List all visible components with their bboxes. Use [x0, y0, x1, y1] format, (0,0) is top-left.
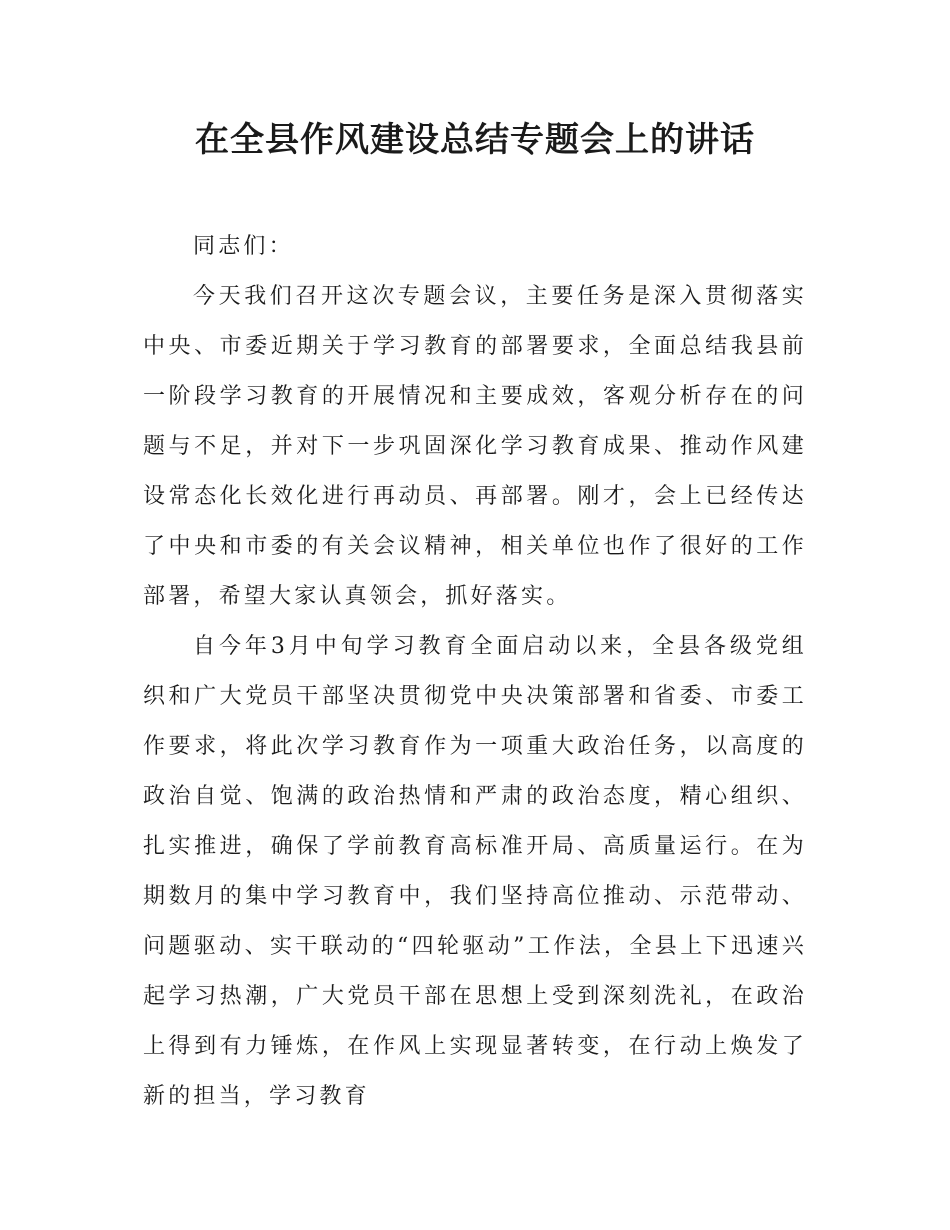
paragraph-2: 自今年3月中旬学习教育全面启动以来，全县各级党组织和广大党员干部坚决贯彻党中央决策部署和省委、市委工作要求，将此次学习教育作为一项重大政治任务，以高度的政治自觉、饱满的政治热情和严肃的政治态度，精心组织、扎实推进，确保了学前教育高标准开局、高质量运行。在为期数月的集中学习教育中，我们坚持高位推动、示范带动、问题驱动、实干联动的“四轮驱动”工作法，全县上下迅速兴起学习热潮，广大党员干部在思想上受到深刻洗礼，在政治上得到有力锤炼，在作风上实现显著转变，在行动上焕发了新的担当，学习教育 — [143, 634, 807, 1109]
document-title: 在全县作风建设总结专题会上的讲话 — [195, 120, 755, 160]
greeting: 同志们： — [193, 234, 294, 259]
paragraph-1: 今天我们召开这次专题会议，主要任务是深入贯彻落实中央、市委近期关于学习教育的部署要求，全面总结我县前一阶段学习教育的开展情况和主要成效，客观分析存在的问题与不足，并对下一步巩固深化学习教育成果、推动作风建设常态化长效化进行再动员、再部署。刚才，会上已经传达了中央和市委的有关会议精神，相关单位也作了很好的工作部署，希望大家认真领会，抓好落实。 — [143, 284, 807, 609]
document-body — [143, 222, 807, 1122]
